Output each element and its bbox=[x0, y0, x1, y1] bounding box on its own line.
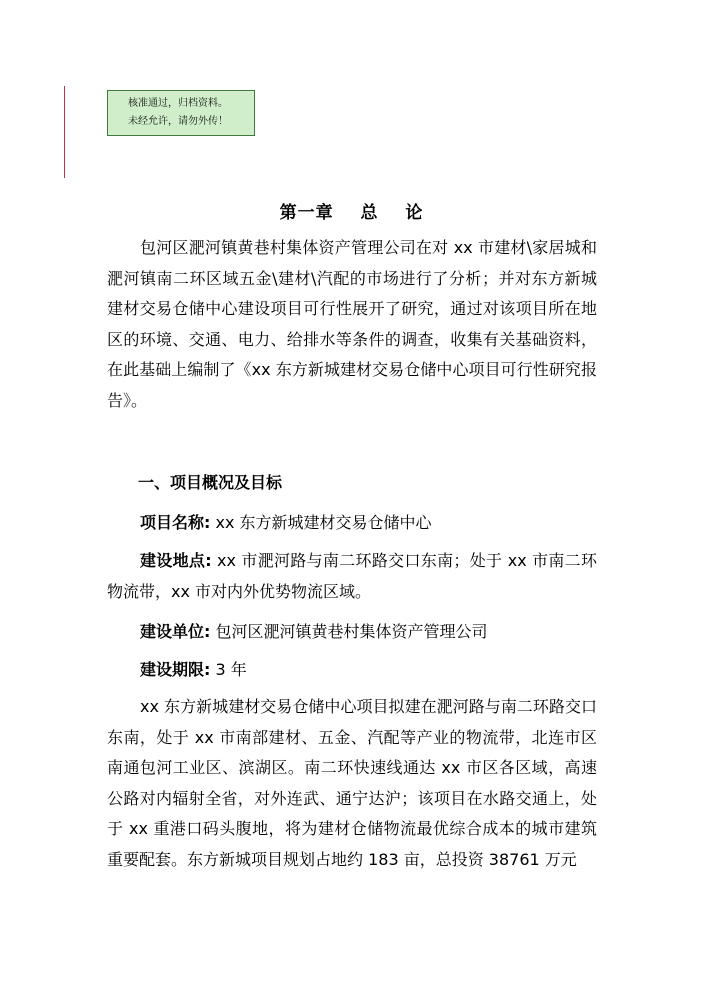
project-name-label: 项目名称: bbox=[140, 513, 211, 532]
project-site-line bbox=[107, 546, 597, 607]
project-unit-line bbox=[107, 617, 597, 648]
intro-paragraph: 包河区淝河镇黄巷村集体资产管理公司在对 xx 市建材\家居城和淝河镇南二环区域五金\建材\汽配的市场进行了分析；并对东方新城建材交易仓储中心建设项目可行性展开了研究，通过对该项目所在地区的环境、交通、电力、给排水等条件的调查，收集有关基础资料，在此基础上编制了《xx 东方新城建材交易仓储中心项目可行性研究报告》。 bbox=[107, 238, 597, 410]
project-name-line bbox=[107, 508, 597, 539]
chapter-number: 第一章 bbox=[279, 203, 334, 223]
stamp-line-2: 未经允许，请勿外传！ bbox=[128, 116, 228, 127]
margin-line bbox=[64, 86, 65, 178]
project-site-label: 建设地点: bbox=[140, 551, 212, 570]
project-name-value: xx 东方新城建材交易仓储中心 bbox=[215, 513, 432, 532]
chapter-word-2: 论 bbox=[405, 203, 424, 223]
section-heading: 一、项目概况及目标 bbox=[138, 473, 283, 492]
project-period-label: 建设期限: bbox=[140, 660, 211, 679]
chapter-word-1: 总 bbox=[360, 203, 379, 223]
chapter-title bbox=[0, 198, 703, 223]
project-unit-label: 建设单位: bbox=[140, 622, 211, 641]
stamp-line-1: 核准通过，归档资料。 bbox=[128, 98, 228, 109]
project-period-value: 3 年 bbox=[215, 660, 247, 679]
approval-stamp bbox=[107, 90, 255, 136]
project-period-line bbox=[107, 655, 597, 686]
project-unit-value: 包河区淝河镇黄巷村集体资产管理公司 bbox=[215, 622, 488, 641]
project-site-value: xx 市淝河路与南二环路交口东南；处于 xx 市南二环物流带，xx 市对内外优势物流区域。 bbox=[107, 551, 597, 601]
project-body-paragraph: xx 东方新城建材交易仓储中心项目拟建在淝河路与南二环路交口东南，处于 xx 市南部建材、五金、汽配等产业的物流带，北连市区南通包河工业区、滨湖区。南二环快速线通达 xx 市区各区域，高速公路对内辐射全省，对外连武、通宁达沪；该项目在水路交通上，处于 xx 重港口码头腹地，将为建材仓储物流最优综合成本的城市建筑重要配套。东方新城项目规划占地约 183 亩，总投资 38761 万元 bbox=[107, 697, 597, 869]
